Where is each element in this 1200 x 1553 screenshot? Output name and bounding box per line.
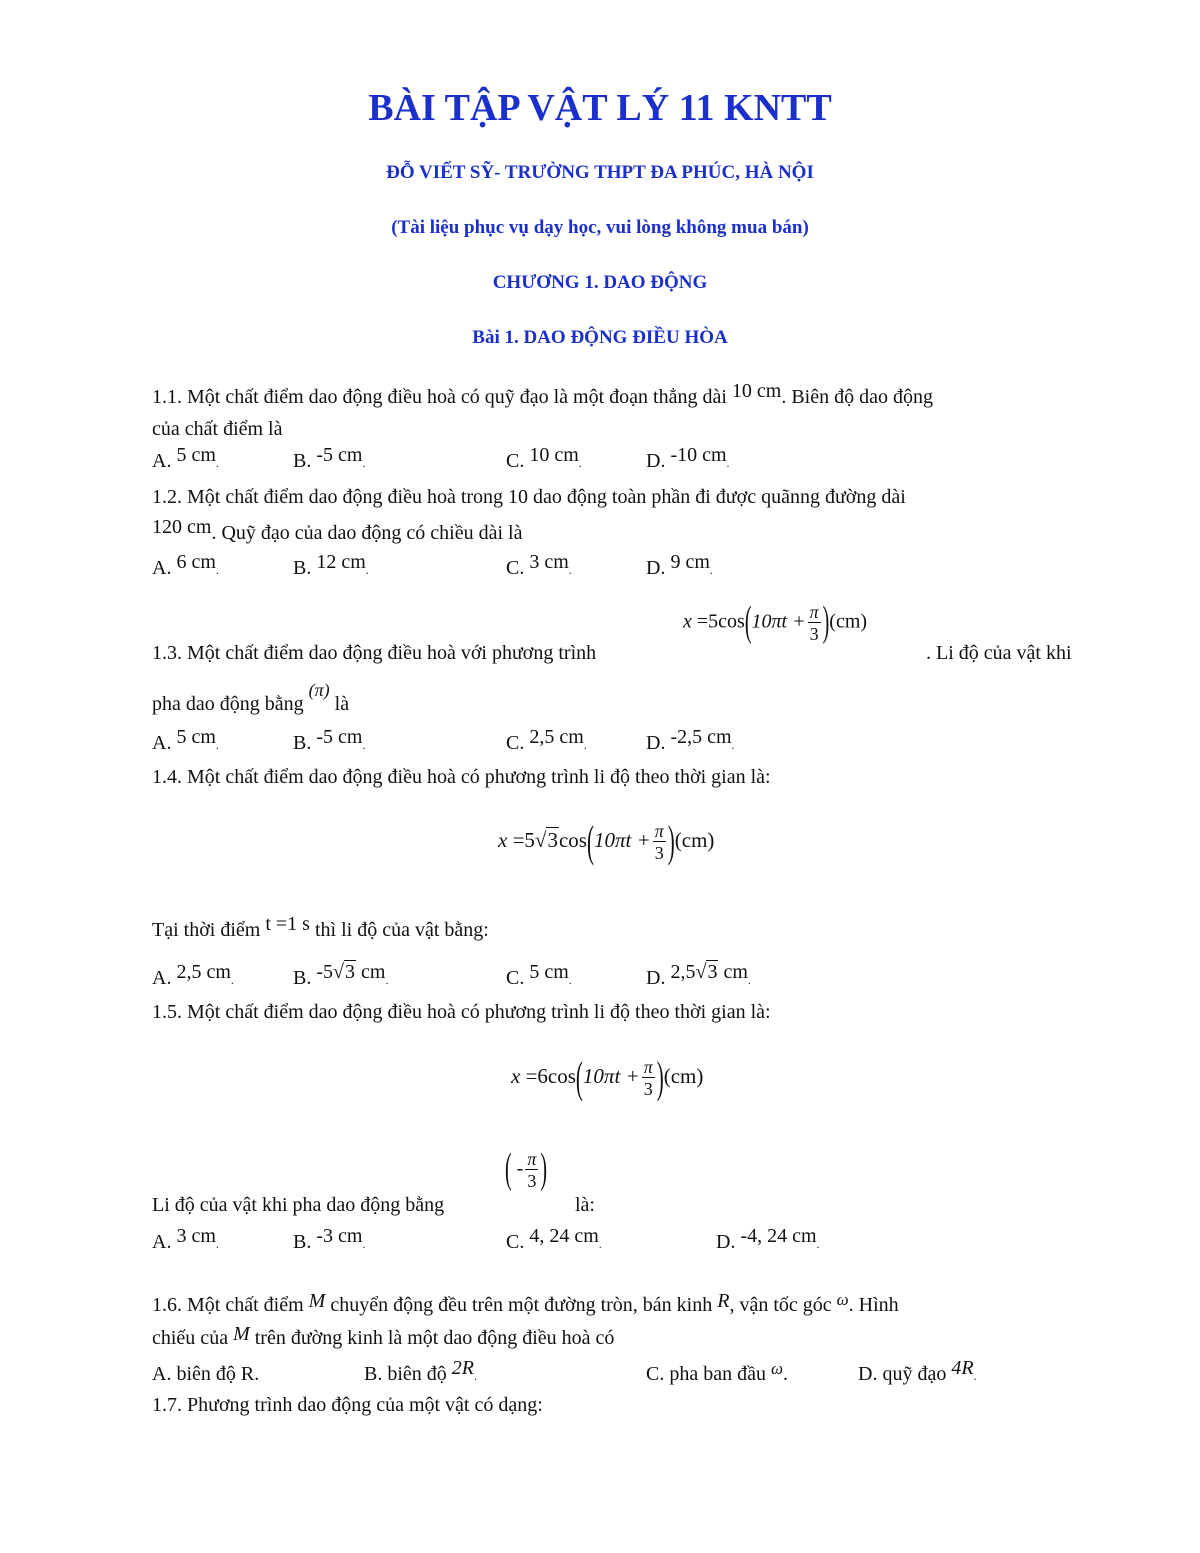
question-1-7: 1.7. Phương trình dao động của một vật có dạng: [152, 1394, 543, 1416]
option-c: C. 10 cm. [506, 444, 582, 472]
option-a: A. 6 cm. [152, 551, 219, 579]
option-d: D. -4, 24 cm. [716, 1225, 820, 1253]
option-b: B. -5 cm. [293, 726, 366, 754]
option-a: A. 5 cm. [152, 726, 219, 754]
option-b: B. -3 cm. [293, 1225, 366, 1253]
question-text: 1.1. Một chất điểm dao động điều hoà có quỹ đạo là một đoạn thẳng dài [152, 386, 727, 408]
equation-1-3: x =5cos(10πt + $\frac{\pi}{3}$ )(cm) [683, 598, 868, 646]
question-text: Li độ của vật khi pha dao động bằng [152, 1194, 445, 1216]
option-c: C. 4, 24 cm. [506, 1225, 602, 1253]
question-text: Tại thời điểm t =1 s thì li độ của vật bằng: [152, 913, 489, 941]
question-text: . Li độ của vật khi [926, 642, 1072, 664]
option-c: C. 2,5 cm. [506, 726, 587, 754]
option-d: D. -2,5 cm. [646, 726, 735, 754]
question-text: pha dao động bằng (π) là [152, 680, 350, 715]
document-title: BÀI TẬP VẬT LÝ 11 KNTT [368, 87, 832, 129]
question-text: là: [575, 1194, 595, 1216]
option-d: D. -10 cm. [646, 444, 730, 472]
question-1-4: 1.4. Một chất điểm dao động điều hoà có phương trình li độ theo thời gian là: [152, 766, 771, 788]
question-1-3: 1.3. Một chất điểm dao động điều hoà với phương trình [152, 642, 597, 664]
option-c: C. 3 cm. [506, 551, 572, 579]
option-b: B. 12 cm. [293, 551, 369, 579]
question-text: chiếu của M trên đường kinh là một dao động điều hoà có [152, 1323, 615, 1349]
question-1-2: 1.2. Một chất điểm dao động điều hoà trong 10 dao động toàn phần đi được quãnng đường dài [152, 486, 906, 508]
option-a: A. 2,5 cm. [152, 961, 234, 989]
option-b: B. biên độ 2R. [364, 1357, 477, 1385]
option-c: C. 5 cm. [506, 961, 572, 989]
math-value: (π) [308, 680, 330, 700]
option-d: D. quỹ đạo 4R. [858, 1357, 977, 1385]
question-1-6: 1.6. Một chất điểm M chuyển động đều trên một đường tròn, bán kinh R, vận tốc góc $^\omega$. Hình [152, 1290, 899, 1316]
question-text: . Biên độ dao động [781, 386, 933, 408]
option-d: D. 2,5√3 cm. [646, 961, 751, 989]
option-a: A. 5 cm. [152, 444, 219, 472]
lesson-heading: Bài 1. DAO ĐỘNG ĐIỀU HÒA [472, 327, 728, 348]
math-value: t =1 s [265, 913, 310, 935]
math-value: 120 cm [152, 516, 212, 538]
option-b: B. -5√3 cm. [293, 961, 389, 989]
phase-value: ( - $\frac{\pi}{3}$ ) [505, 1145, 548, 1193]
usage-note: (Tài liệu phục vụ dạy học, vui lòng không mua bán) [391, 217, 809, 238]
option-c: C. pha ban đầu $^\omega$. [646, 1359, 788, 1385]
author-line: ĐỖ VIẾT SỸ- TRƯỜNG THPT ĐA PHÚC, HÀ NỘI [386, 162, 814, 183]
option-a: A. biên độ R. [152, 1363, 260, 1385]
option-d: D. 9 cm. [646, 551, 713, 579]
equation-1-5: x =6cos(10πt + $\frac{\pi}{3}$ )(cm) [511, 1051, 704, 1103]
question-text: của chất điểm là [152, 418, 283, 440]
question-text: 120 cm. Quỹ đạo của dao động có chiều dài là [152, 516, 523, 544]
chapter-heading: CHƯƠNG 1. DAO ĐỘNG [492, 272, 708, 293]
option-b: B. -5 cm. [293, 444, 366, 472]
question-1-5: 1.5. Một chất điểm dao động điều hoà có phương trình li độ theo thời gian là: [152, 1001, 771, 1023]
equation-1-4: x =5√3cos(10πt + $\frac{\pi}{3}$ )(cm) [498, 815, 715, 867]
question-1-1 [152, 380, 933, 409]
option-a: A. 3 cm. [152, 1225, 219, 1253]
math-value: 10 cm [731, 380, 782, 402]
